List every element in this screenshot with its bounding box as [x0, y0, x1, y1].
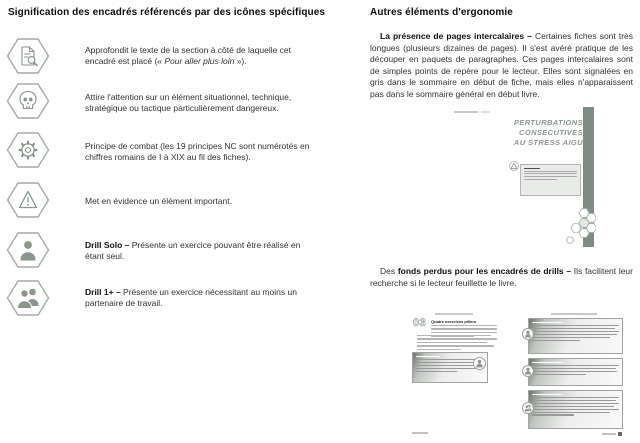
microtext-line [532, 403, 619, 404]
microtext-line [532, 406, 614, 407]
microtext-line [532, 400, 616, 401]
page-thumbnail-spread-right [521, 310, 629, 439]
microtext-line [532, 409, 619, 410]
microtext-line [532, 337, 610, 338]
title-line: CONSECUTIVES [519, 128, 583, 137]
drill-label: Drill Solo – [85, 240, 130, 250]
microtext-line [417, 342, 487, 343]
paragraph-fonds-perdus [370, 266, 633, 289]
drill-person-badge-icon [522, 328, 534, 340]
icon-description-danger [85, 92, 320, 114]
left-section-title: Signification des encadrés référencés par des icônes spécifiques [8, 7, 326, 18]
gear-icon [6, 130, 50, 170]
running-header-placeholder [454, 111, 478, 113]
description-text: Approfondit le texte de la section à côté de laquelle cet encadré est placé (« [85, 45, 292, 66]
microtext-line [524, 176, 577, 177]
microtext-line [416, 371, 457, 372]
microtext-line [524, 179, 557, 180]
document-magnifier-icon [6, 36, 50, 76]
warning-triangle-badge-icon [509, 158, 519, 168]
microtext-line [417, 345, 494, 346]
title-line: AU STRESS AIGU [513, 138, 583, 147]
drill-label: Drill 1+ – [85, 287, 121, 297]
description-text: Attire l'attention sur un élément situationnel, technique, stratégique ou tactique particulièrement dangereux. [85, 92, 292, 113]
icon-description-drill-1plus [85, 287, 320, 309]
microtext-line [524, 173, 577, 174]
microtext-line [532, 374, 586, 375]
description-text: Présente un exercice pouvant être réalisé en étant seul. [85, 240, 301, 261]
right-section-title: Autres éléments d'ergonomie [370, 7, 513, 18]
thumbnail-page-title [498, 118, 583, 148]
paragraph-pages-intercalaires [370, 31, 633, 100]
running-header-placeholder [435, 313, 473, 315]
page-thumbnail-intercalaire [450, 107, 600, 247]
microtext-line [532, 365, 619, 366]
icon-description-principe-combat [85, 141, 320, 163]
page-number-placeholder [412, 432, 428, 434]
description-italic: Pour aller plus loin [164, 56, 235, 66]
warning-callout-box [520, 164, 581, 196]
microtext-line [532, 371, 617, 372]
microtext-block [532, 365, 619, 375]
microtext-line [431, 332, 497, 333]
microtext-bold-line [524, 168, 540, 170]
microtext-line [532, 414, 574, 415]
microtext-bold-line [416, 356, 440, 358]
microtext-line [417, 335, 491, 336]
drill-person-badge-icon [522, 365, 534, 377]
paragraph-text: Ils facilitent leur recherche si le lecteur feuillette le livre. [370, 266, 633, 288]
paragraph-lead: La présence de pages intercalaires – [380, 31, 532, 41]
page-number-tab [618, 432, 622, 436]
chapter-heading: Quatre exercices piliers [431, 319, 477, 324]
paragraph-text: Des [380, 266, 398, 276]
microtext-bold-line [532, 322, 563, 324]
microtext-line [532, 340, 580, 341]
icon-description-drill-solo [85, 240, 320, 262]
running-header-placeholder [481, 111, 490, 113]
bullet-list-placeholder [417, 335, 497, 352]
drill-box [528, 390, 623, 429]
description-text: Présente un exercice nécessitant au moins un partenaire de travail. [85, 287, 297, 308]
microtext-bold-line [532, 394, 563, 396]
microtext-bold-line [532, 362, 563, 364]
microtext-line [532, 412, 610, 413]
drill-box [528, 318, 623, 354]
drill-person-badge-icon [473, 357, 486, 370]
microtext-block [524, 171, 577, 180]
microtext-line [417, 338, 497, 339]
icon-description-important [85, 196, 320, 207]
skull-icon [6, 81, 50, 121]
microtext-block [532, 325, 619, 341]
description-text: »). [234, 56, 247, 66]
microtext-line [532, 328, 615, 329]
description-text: Met en évidence un élément important. [85, 196, 232, 206]
microtext-line [416, 368, 479, 369]
warning-triangle-icon [6, 180, 50, 220]
description-text: Principe de combat (les 19 principes NC sont numérotés en chiffres romains de I à XIX au fil des fiches). [85, 141, 310, 162]
person-solo-icon [6, 230, 50, 270]
microtext-line [532, 368, 616, 369]
microtext-line [416, 362, 481, 363]
drill-box [528, 358, 623, 386]
microtext-line [417, 349, 461, 350]
microtext-line [431, 328, 497, 329]
two-persons-icon [6, 278, 50, 318]
page-number-placeholder [602, 433, 616, 435]
icon-description-pour-aller-plus-loin [85, 45, 320, 67]
paragraph-text: Certaines fiches sont très longues (plusieurs dizaines de pages). Il s'est avéré pratique de les découper en paquets de paragraphes. Ces pages intercalaires sont de simples points de repère pour le lecteur. Elles sont signalées en gris dans le sommaire en début de fiche, mais elles n'apparaissent pas dans le sommaire général en début livre. [370, 31, 634, 99]
microtext-line [532, 325, 619, 326]
paragraph-lead: fonds perdus pour les encadrés de drills – [397, 266, 572, 276]
running-header-placeholder [551, 313, 597, 315]
microtext-line [524, 171, 577, 172]
drill-two-persons-badge-icon [522, 402, 534, 414]
page-thumbnail-spread-left [402, 310, 506, 439]
microtext-line [532, 331, 619, 332]
microtext-block [532, 397, 619, 415]
title-line: PERTURBATIONS [513, 118, 583, 127]
microtext-line [532, 397, 619, 398]
microtext-line [431, 325, 497, 326]
chapter-number: 03 [413, 317, 427, 329]
hexagon-cluster-icon [559, 206, 596, 247]
microtext-line [532, 334, 617, 335]
